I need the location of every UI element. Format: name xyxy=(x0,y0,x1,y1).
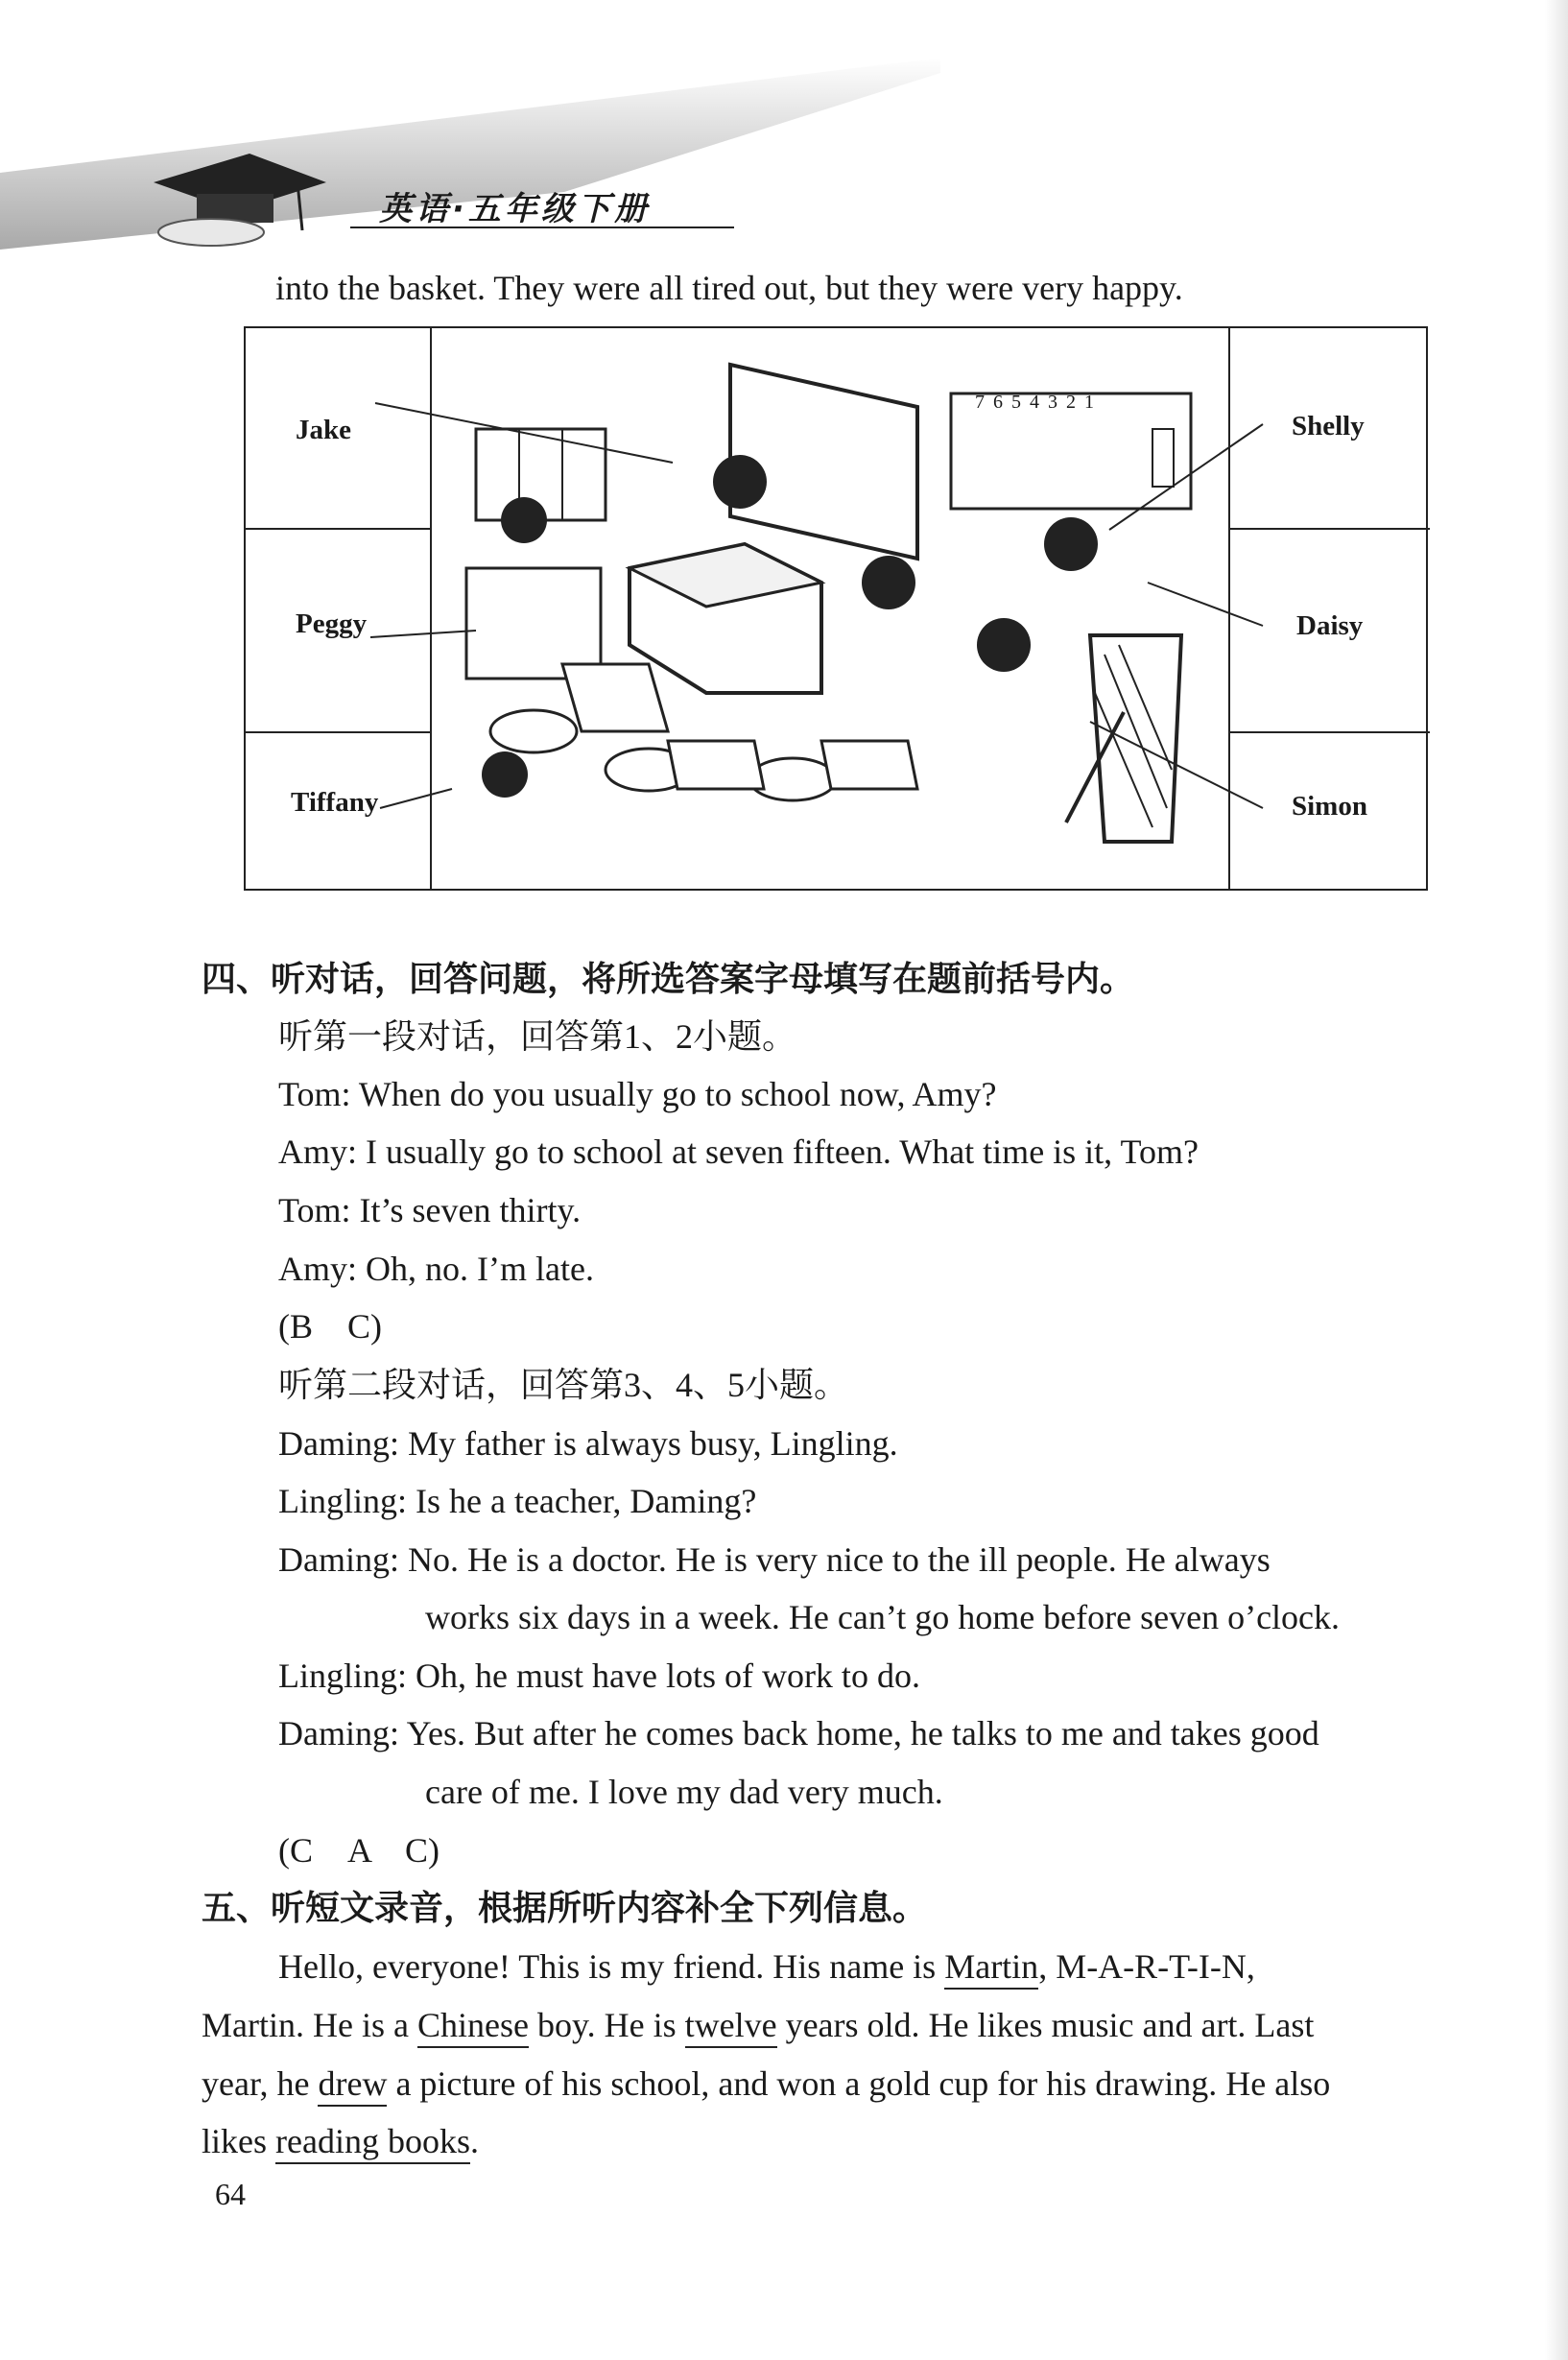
header-title: 英语·五年级下册 xyxy=(379,190,651,228)
part2-intro: 听第二段对话，回答第3、4、5小题。 xyxy=(278,1366,849,1404)
part1-intro: 听第一段对话，回答第1、2小题。 xyxy=(278,1017,797,1056)
label-simon: Simon xyxy=(1292,791,1367,822)
label-daisy: Daisy xyxy=(1296,610,1364,641)
passage-line: Martin. He is a Chinese boy. He is twelve years old. He likes music and art. Last xyxy=(202,1996,1314,2054)
dialogue-continuation: works six days in a week. He can’t go home before seven o’clock. xyxy=(425,1598,1341,1636)
intro-line: into the basket. They were all tired out, but they were very happy. xyxy=(275,269,1183,307)
label-tiffany: Tiffany xyxy=(291,787,379,818)
dialogue-line: Daming: Yes. But after he comes back home, he talks to me and takes good xyxy=(278,1714,1319,1752)
graduation-cap-icon xyxy=(144,144,336,250)
answer-2: (C A C) xyxy=(278,1831,440,1870)
dialogue-line: Amy: I usually go to school at seven fifteen. What time is it, Tom? xyxy=(278,1132,1199,1171)
dialogue-line: Daming: No. He is a doctor. He is very nice to the ill people. He always xyxy=(278,1540,1271,1579)
label-peggy: Peggy xyxy=(296,608,368,639)
answer-1: (B C) xyxy=(278,1307,383,1346)
dialogue-line: Daming: My father is always busy, Lingling. xyxy=(278,1424,898,1463)
label-jake: Jake xyxy=(296,415,351,445)
fill-nationality: Chinese xyxy=(417,2006,529,2048)
fill-name: Martin xyxy=(944,1947,1038,1990)
dialogue-line: Tom: When do you usually go to school now, Amy? xyxy=(278,1075,997,1113)
dialogue-line: Lingling: Oh, he must have lots of work to do. xyxy=(278,1657,920,1695)
fill-age: twelve xyxy=(685,2006,777,2048)
classroom-illustration xyxy=(246,328,1430,893)
fill-hobby: reading books xyxy=(275,2122,470,2164)
fill-verb: drew xyxy=(318,2064,387,2107)
page-edge xyxy=(1545,0,1568,2360)
section5-title: 五、听短文录音，根据所听内容补全下列信息。 xyxy=(202,1889,928,1928)
label-shelly: Shelly xyxy=(1292,411,1365,441)
dialogue-line: Tom: It’s seven thirty. xyxy=(278,1191,582,1229)
page-number: 64 xyxy=(215,2177,246,2211)
classroom-figure xyxy=(244,326,1428,891)
board-numbers: 7 6 5 4 3 2 1 xyxy=(975,392,1096,413)
section4-title: 四、听对话，回答问题，将所选答案字母填写在题前括号内。 xyxy=(202,960,1135,999)
passage-line: likes reading books. xyxy=(202,2112,479,2170)
passage-line: year, he drew a picture of his school, and won a gold cup for his drawing. He also xyxy=(202,2055,1330,2112)
dialogue-line: Amy: Oh, no. I’m late. xyxy=(278,1250,594,1288)
dialogue-line: Lingling: Is he a teacher, Daming? xyxy=(278,1482,757,1520)
dialogue-continuation: care of me. I love my dad very much. xyxy=(425,1773,943,1811)
header-rule xyxy=(350,226,734,228)
passage-line: Hello, everyone! This is my friend. His name is Martin, M-A-R-T-I-N, xyxy=(278,1938,1255,1995)
